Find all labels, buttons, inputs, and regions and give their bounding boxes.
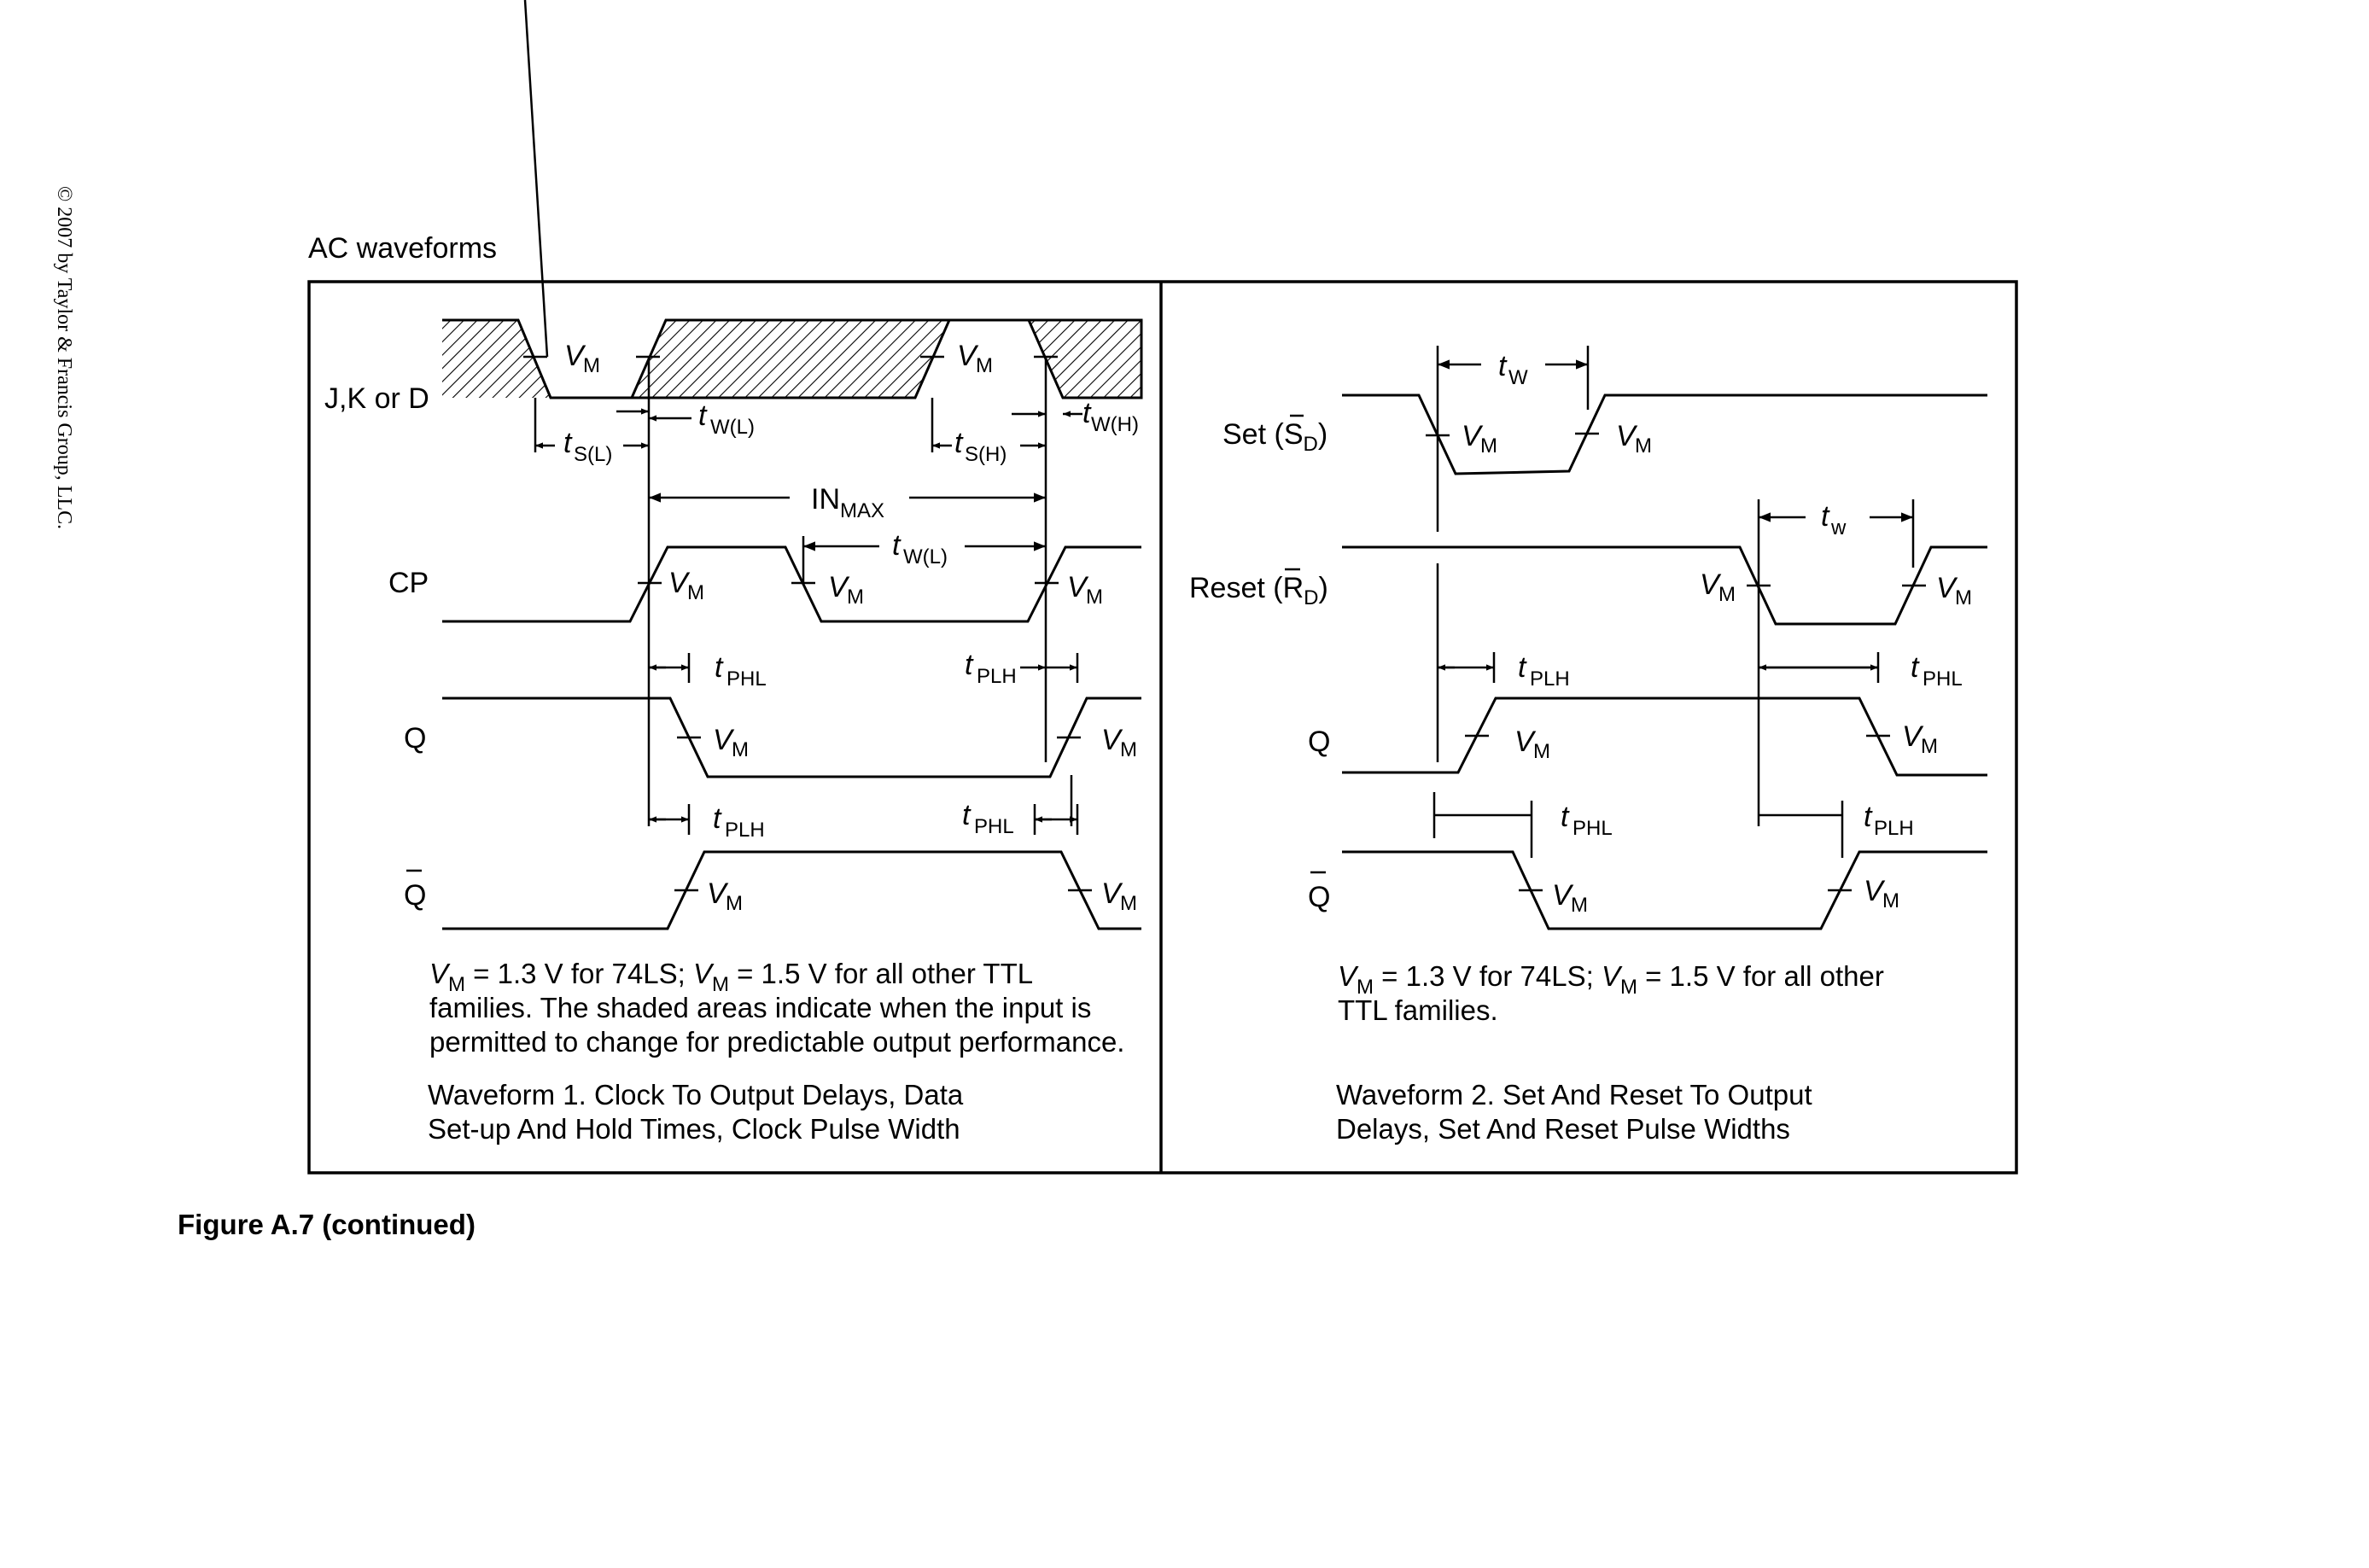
svg-text:IN: IN	[811, 483, 840, 516]
svg-text:M: M	[1921, 735, 1938, 758]
svg-text:t: t	[1864, 801, 1872, 833]
ts-h-label	[954, 427, 1007, 466]
q-vm-label-2	[1101, 724, 1137, 761]
svg-text:PHL: PHL	[1573, 817, 1613, 840]
qbar2-tphl-label	[1561, 801, 1613, 840]
svg-text:V: V	[1514, 726, 1534, 758]
svg-text:PLH: PLH	[1874, 817, 1914, 840]
in-max-label	[811, 483, 884, 522]
reset-vm-label-1	[1700, 568, 1736, 606]
svg-text:M: M	[847, 586, 864, 609]
qbar-tphl-label	[962, 799, 1014, 838]
svg-text:t: t	[713, 802, 721, 835]
svg-text:t: t	[1911, 651, 1919, 684]
svg-text:M: M	[976, 354, 993, 377]
qbar2-tplh-label	[1864, 801, 1914, 840]
qbar-tplh-label	[713, 802, 765, 842]
svg-text:M: M	[1955, 586, 1972, 609]
svg-text:V: V	[1101, 724, 1121, 756]
q-tplh-label	[965, 649, 1017, 688]
set-vm-label-2	[1616, 420, 1652, 458]
svg-text:VM = 1.3 V for 74LS; VM = 1.5: $V_M = 1.3$ V for 74LS; $V_M = 1.5$ V for all other TTL	[429, 958, 1034, 996]
svg-text:PLH: PLH	[725, 819, 765, 842]
reset-waveform	[1342, 547, 1987, 624]
svg-text:Q: Q	[1308, 881, 1331, 913]
svg-text:PHL: PHL	[726, 667, 767, 691]
svg-text:Reset (RD): Reset $(R_D)$	[1189, 572, 1328, 609]
svg-text:M: M	[1882, 889, 1899, 912]
cp-vm-label-1	[668, 567, 704, 604]
svg-text:S(L): S(L)	[574, 443, 613, 466]
svg-text:W(L): W(L)	[710, 416, 755, 439]
svg-text:V: V	[1936, 572, 1956, 604]
qbar-vm-label-2	[1101, 877, 1137, 915]
svg-text:VM = 1.3 V for 74LS; VM = 1.5: $V_M = 1.3$ V for 74LS; $V_M = 1.5$ V for all other	[1338, 960, 1884, 999]
svg-text:Q: Q	[404, 879, 427, 912]
svg-text:t: t	[563, 427, 572, 459]
section-title: AC waveforms	[308, 232, 498, 265]
ts-l-label	[563, 427, 612, 466]
svg-text:W(L): W(L)	[903, 545, 948, 568]
svg-text:PHL: PHL	[974, 815, 1014, 838]
svg-text:V: V	[1067, 571, 1087, 603]
q2-vm-label-2	[1902, 720, 1938, 758]
set-tw-label	[1498, 350, 1528, 389]
signal-label-set	[1222, 416, 1327, 456]
signal-label-jk: J,K or D	[324, 382, 429, 415]
svg-text:t: t	[962, 799, 971, 831]
svg-text:M: M	[1120, 892, 1137, 915]
q2-vm-label-1	[1514, 726, 1550, 763]
svg-text:M: M	[1120, 738, 1137, 761]
svg-text:PLH: PLH	[1530, 667, 1570, 691]
jk-vm-tick-1	[525, 0, 547, 357]
cp-waveform	[442, 547, 1141, 621]
svg-text:M: M	[726, 892, 743, 915]
panel-2-caption-line-1: Waveform 2. Set And Reset To Output	[1336, 1079, 1812, 1110]
set-vm-label-1	[1462, 420, 1497, 458]
svg-text:t: t	[715, 651, 723, 684]
qbar-waveform	[442, 852, 1141, 929]
svg-text:V: V	[713, 724, 732, 756]
svg-text:V: V	[1101, 877, 1121, 910]
svg-text:V: V	[1462, 420, 1481, 452]
svg-text:PHL: PHL	[1923, 667, 1963, 691]
svg-text:V: V	[1700, 568, 1719, 601]
tw-l-cp-label	[892, 529, 948, 568]
svg-text:M: M	[1571, 894, 1588, 917]
svg-text:V: V	[1864, 875, 1883, 907]
svg-text:t: t	[1082, 397, 1091, 429]
svg-text:t: t	[965, 649, 973, 681]
panel-2-waveform-2	[1189, 346, 1987, 1145]
svg-text:t: t	[1821, 500, 1829, 533]
cp-vm-label-2	[828, 571, 864, 609]
jk-vm-label-2	[957, 340, 993, 377]
svg-text:V: V	[1616, 420, 1636, 452]
svg-text:M: M	[583, 354, 600, 377]
q2-tplh-label	[1518, 651, 1570, 691]
signal-label-cp: CP	[388, 567, 429, 599]
svg-text:W(H): W(H)	[1091, 413, 1139, 436]
svg-text:t: t	[954, 427, 963, 459]
copyright-notice: © 2007 by Taylor & Francis Group, LLC.	[53, 186, 75, 530]
svg-text:Set (SD): Set $(S_D)$	[1222, 418, 1328, 456]
panel-1-caption-line-2: Set-up And Hold Times, Clock Pulse Width	[428, 1113, 960, 1145]
signal-label-qbar-2	[1308, 872, 1330, 913]
svg-text:M: M	[732, 738, 749, 761]
svg-text:t: t	[698, 399, 707, 432]
jk-vm-label-1	[564, 340, 600, 377]
svg-text:t: t	[1498, 350, 1507, 382]
svg-text:t: t	[1518, 651, 1526, 684]
svg-text:S(H): S(H)	[965, 443, 1007, 466]
cp-vm-label-3	[1067, 571, 1103, 609]
signal-label-qbar	[404, 871, 426, 912]
q-waveform	[442, 698, 1141, 777]
svg-text:M: M	[1635, 434, 1652, 458]
qbar2-vm-label-1	[1552, 879, 1588, 917]
jk-hatched-region-middle	[632, 320, 949, 398]
qbar2-vm-label-2	[1864, 875, 1899, 912]
svg-text:TTL families.: TTL families.	[1338, 994, 1498, 1026]
tw-l-top-label	[698, 399, 755, 439]
svg-text:V: V	[564, 340, 584, 372]
svg-text:families. The shaded areas ind: families. The shaded areas indicate when the input is	[429, 992, 1092, 1023]
signal-label-q-2: Q	[1308, 726, 1331, 758]
reset-vm-label-2	[1936, 572, 1972, 609]
svg-text:V: V	[707, 877, 726, 910]
svg-text:PLH: PLH	[977, 665, 1017, 688]
q2-waveform	[1342, 698, 1987, 775]
svg-text:M: M	[1718, 583, 1736, 606]
qbar-vm-label-1	[707, 877, 743, 915]
tw-h-label	[1082, 397, 1139, 436]
q-vm-label-1	[713, 724, 749, 761]
svg-text:M: M	[1533, 740, 1550, 763]
panel-1-note	[429, 958, 1124, 1058]
reset-tw-label	[1821, 500, 1847, 539]
panel-1-caption-line-1: Waveform 1. Clock To Output Delays, Data	[428, 1079, 964, 1110]
q2-tphl-label	[1911, 651, 1963, 691]
panel-2-caption-line-2: Delays, Set And Reset Pulse Widths	[1336, 1113, 1790, 1145]
figure-caption: Figure A.7 (continued)	[178, 1209, 476, 1240]
svg-text:M: M	[1480, 434, 1497, 458]
panel-1-waveform-1	[324, 0, 1141, 1145]
svg-text:V: V	[1902, 720, 1922, 753]
panel-2-note	[1338, 960, 1884, 1026]
svg-text:M: M	[1086, 586, 1103, 609]
signal-label-q: Q	[404, 722, 427, 755]
svg-text:MAX: MAX	[840, 499, 885, 522]
q-tphl-label	[715, 651, 767, 691]
svg-text:t: t	[1561, 801, 1569, 833]
svg-text:w: w	[1831, 516, 1847, 539]
svg-text:V: V	[668, 567, 688, 599]
svg-text:permitted to change for predic: permitted to change for predictable output performance.	[429, 1026, 1125, 1058]
svg-text:M: M	[687, 581, 704, 604]
svg-text:W: W	[1508, 366, 1528, 389]
svg-text:V: V	[957, 340, 977, 372]
svg-text:V: V	[828, 571, 848, 603]
svg-text:t: t	[892, 529, 901, 562]
signal-label-reset	[1189, 569, 1328, 609]
svg-text:V: V	[1552, 879, 1572, 912]
